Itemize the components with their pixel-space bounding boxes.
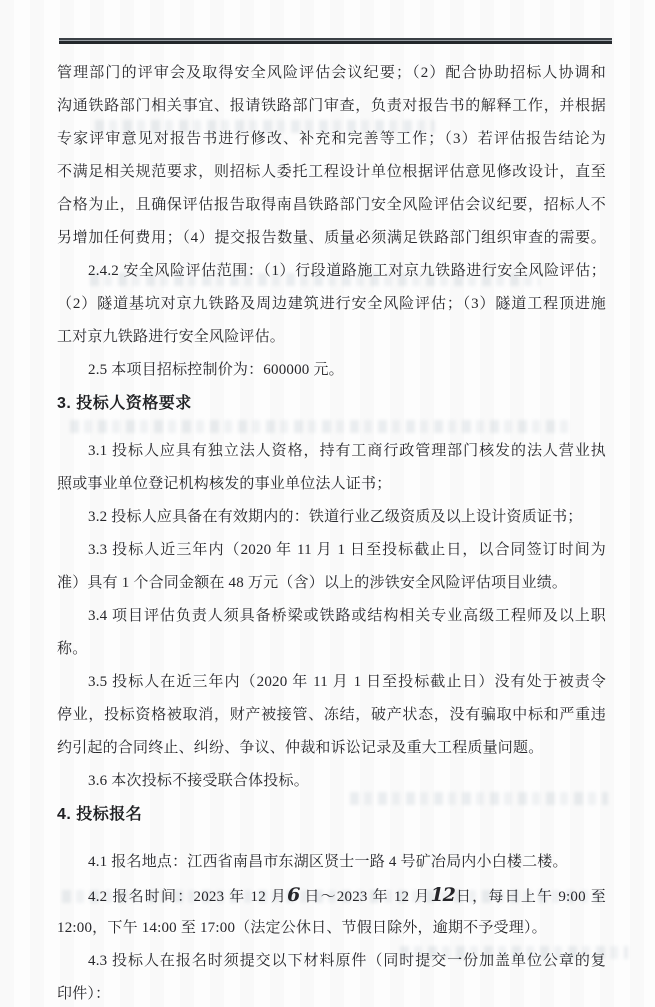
text-segment: 日，每日上午 9:00 至 <box>454 889 606 905</box>
para-3-5 <box>57 666 606 765</box>
header-rule <box>59 38 612 44</box>
text-line: 专家评审意见对报告书进行修改、补充和完善等工作；（3）若评估报告结论为 <box>57 131 606 147</box>
text-line: 照或事业单位登记机构核发的事业单位法人证书； <box>57 476 392 492</box>
text-line: 不满足相关规范要求，则招标人委托工程设计单位根据评估意见修改设计，直至 <box>57 164 606 180</box>
text-line: 另增加任何费用；（4）提交报告数量、质量必须满足铁路部门组织审查的需要。 <box>57 230 606 246</box>
para-3-1 <box>57 435 606 501</box>
para-continuation <box>57 57 606 255</box>
para-4-2-time <box>57 879 606 945</box>
text-line: 4.3 投标人在报名时须提交以下材料原件（同时提交一份加盖单位公章的复 <box>88 953 606 969</box>
text-line: 3.5 投标人在近三年内（2020 年 11 月 1 日至投标截止日）没有处于被责令 <box>88 674 606 690</box>
handwritten-start-day: 6 <box>287 884 300 906</box>
text-line: 工对京九铁路进行安全风险评估。 <box>57 329 286 345</box>
para-4-3-materials <box>57 945 606 1007</box>
text-line-registration-dates <box>57 879 606 912</box>
text-line: 管理部门的评审会及取得安全风险评估会议纪要；（2）配合协助招标人协调和 <box>57 65 606 81</box>
para-4-1-location: 4.1 报名地点：江西省南昌市东湖区贤士一路 4 号矿冶局内小白楼二楼。 <box>88 854 568 870</box>
para-3-2: 3.2 投标人应具备在有效期内的：铁道行业乙级资质及以上设计资质证书； <box>88 509 583 525</box>
text-line: 12:00，下午 14:00 至 17:00（法定公休日、节假日除外，逾期不予受理）。 <box>57 920 547 936</box>
text-line: 约引起的合同终止、纠纷、争议、仲裁和诉讼记录及重大工程质量问题。 <box>57 740 544 756</box>
text-line: 准）具有 1 个合同金额在 48 万元（含）以上的涉铁安全风险评估项目业绩。 <box>57 575 568 591</box>
document-body <box>57 57 606 1007</box>
para-3-3 <box>57 534 606 600</box>
handwritten-end-day: 12 <box>430 884 455 906</box>
text-line: 印件）： <box>57 986 111 1002</box>
text-line: 合格为止，且确保评估报告取得南昌铁路部门安全风险评估会议纪要，招标人不 <box>57 197 606 213</box>
text-line: 称。 <box>57 641 88 657</box>
text-line: 3.3 投标人近三年内（2020 年 11 月 1 日至投标截止日，以合同签订时间为 <box>88 542 606 558</box>
text-line: 停业，投标资格被取消，财产被接管、冻结，破产状态，没有骗取中标和严重违 <box>57 707 606 723</box>
para-2-4-2-scope <box>57 255 606 354</box>
para-3-6-no-consortium: 3.6 本次投标不接受联合体投标。 <box>88 773 309 789</box>
text-line: 3.4 项目评估负责人须具备桥梁或铁路或结构相关专业高级工程师及以上职 <box>88 608 606 624</box>
text-segment: 4.2 报名时间：2023 年 12 月 <box>88 889 288 905</box>
para-2-5-control-price: 2.5 本项目招标控制价为：600000 元。 <box>88 362 344 378</box>
text-segment: 日～2023 年 12 月 <box>299 889 431 905</box>
text-line: 2.4.2 安全风险评估范围：（1）行段道路施工对京九铁路进行安全风险评估； <box>88 263 606 279</box>
para-3-4 <box>57 600 606 666</box>
text-line: （2）隧道基坑对京九铁路及周边建筑进行安全风险评估；（3）隧道工程顶进施 <box>57 296 606 312</box>
section-heading-4-registration: 4. 投标报名 <box>57 806 143 823</box>
section-heading-3-qualifications: 3. 投标人资格要求 <box>57 395 192 412</box>
text-line: 3.1 投标人应具有独立法人资格，持有工商行政管理部门核发的法人营业执 <box>88 443 606 459</box>
text-line: 沟通铁路部门相关事宜、报请铁路部门审查，负责对报告书的解释工作，并根据 <box>57 98 606 114</box>
